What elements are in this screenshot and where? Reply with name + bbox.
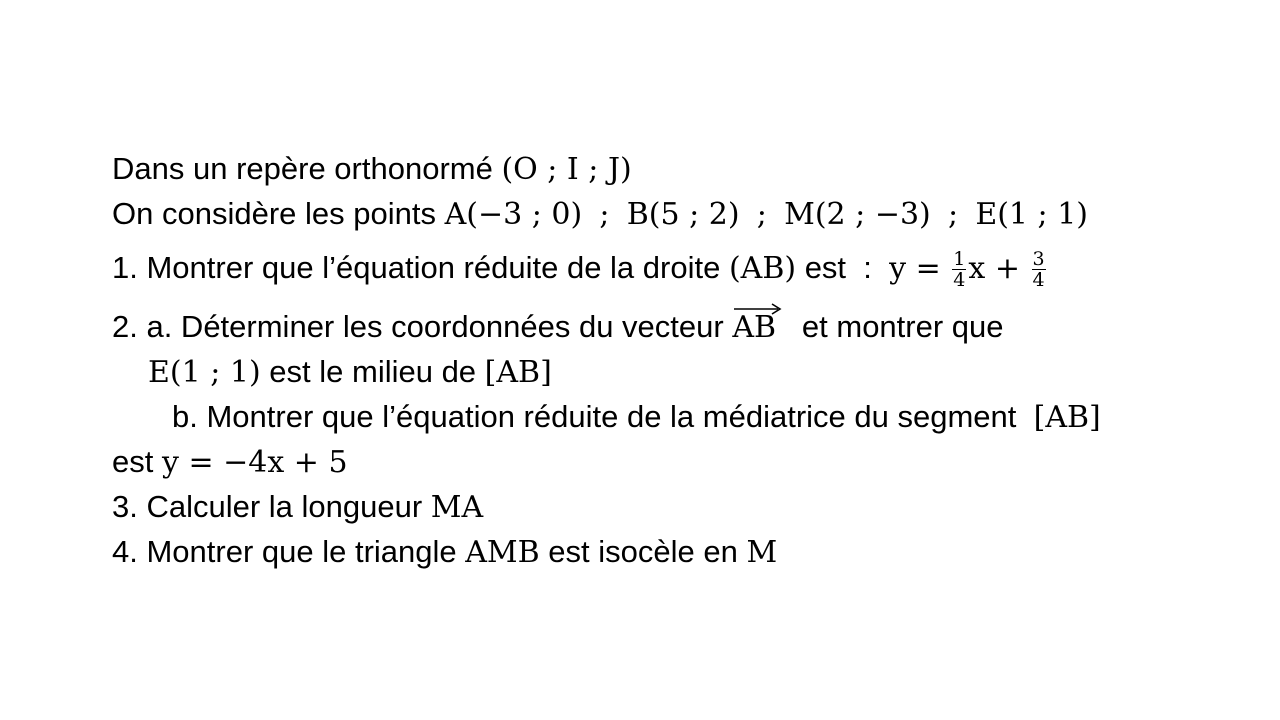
point-e-math: E(1 ; 1) (148, 355, 261, 390)
est-text: est (112, 444, 162, 479)
separator: ; (756, 197, 767, 232)
point-m: M(2 ; −3) (784, 197, 931, 232)
fraction-three-quarters: $\frac{3}{4}$ (1032, 248, 1045, 292)
line-ab-math: (AB) (728, 251, 797, 286)
equation-lhs: y = (889, 251, 951, 286)
question-2b (172, 397, 1101, 438)
points-line (112, 194, 1088, 235)
intro-text: Dans un repère orthonormé (112, 151, 502, 186)
milieu-text: est le milieu de (260, 354, 485, 389)
question-4 (112, 532, 777, 573)
question-4-text2: est isocèle en (539, 534, 747, 569)
repere-math: (O ; I ; J) (501, 152, 632, 187)
fraction-one-quarter: $\frac{1}{4}$ (953, 248, 966, 292)
length-ma: MA (430, 490, 484, 525)
vector-ab: AB (732, 308, 776, 348)
question-1-text: 1. Montrer que l’équation réduite de la droite (112, 250, 729, 285)
point-e: E(1 ; 1) (975, 197, 1088, 232)
points-text: On considère les points (112, 196, 445, 231)
triangle-amb: AMB (465, 535, 540, 570)
question-2a (112, 307, 1004, 348)
mediatrice-equation: y = −4x + 5 (161, 445, 348, 480)
point-a: A(−3 ; 0) (444, 197, 583, 232)
question-2b-cont (112, 442, 348, 483)
question-2b-text: b. Montrer que l’équation réduite de la médiatrice du segment (172, 399, 1034, 434)
separator: ; (599, 197, 610, 232)
segment-ab: [AB] (1033, 400, 1101, 435)
vector-arrow-icon (732, 302, 784, 316)
equation-mid: x + (968, 251, 1030, 286)
question-2a-cont (148, 352, 552, 393)
separator: ; (947, 197, 959, 232)
question-1 (112, 248, 1048, 290)
question-3-text: 3. Calculer la longueur (112, 489, 431, 524)
segment-ab: [AB] (484, 355, 552, 390)
vertex-m: M (746, 535, 778, 570)
question-3 (112, 487, 483, 528)
question-1-est: est : (796, 250, 890, 285)
point-b: B(5 ; 2) (626, 197, 740, 232)
question-2a-text2: et montrer que (776, 309, 1004, 344)
question-2a-text: 2. a. Déterminer les coordonnées du vecteur (112, 309, 733, 344)
question-4-text: 4. Montrer que le triangle (112, 534, 466, 569)
intro-line-repere (112, 149, 632, 190)
